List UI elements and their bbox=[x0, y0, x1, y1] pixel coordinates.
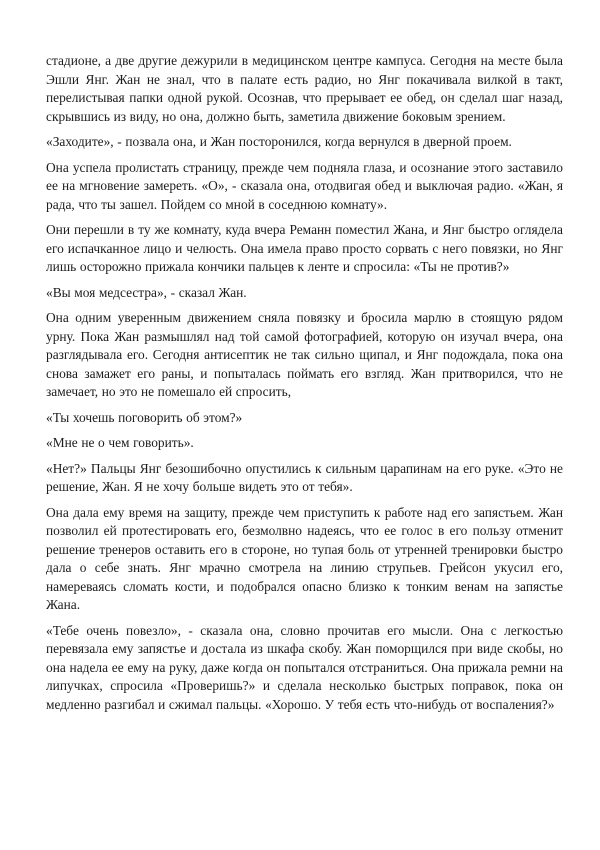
paragraph: «Заходите», - позвала она, и Жан посторонился, когда вернулся в дверной проем. bbox=[46, 134, 512, 149]
paragraph: Они перешли в ту же комнату, куда вчера Реманн поместил Жана, и Янг быстро оглядела его испачканное лицо и челюсть. Она имела право просто сорвать с него повязки, но Янг лишь осторожно прижала кончики пальцев к ленте и спросила: «Ты не против?» bbox=[46, 222, 563, 274]
paragraph: Она одним уверенным движением сняла повязку и бросила марлю в стоящую рядом урну. Пока Жан размышлял над той самой фотографией, которую он изучал вчера, она разглядывала его. Сегодня антисептик не так сильно щипал, и Янг подождала, пока она снова замажет его раны, и попыталась поймать его взгляд. Жан притворился, что не замечает, но это не помешало ей спросить, bbox=[46, 310, 563, 399]
paragraph: Она дала ему время на защиту, прежде чем приступить к работе над его запястьем. Жан позволил ей протестировать его, безмолвно надеясь, что ее голос в его пользу отменит решение тренеров оставить его в стороне, но тупая боль от утренней тренировки быстро дала о себе знать. Янг мрачно смотрела на линию струпьев. Грейсон укусил его, намереваясь сломать кости, и подобрался опасно близко к тонким венам на запястье Жана. bbox=[46, 504, 563, 612]
paragraph: «Нет?» Пальцы Янг безошибочно опустились к сильным царапинам на его руке. «Это не решение, Жан. Я не хочу больше видеть это от тебя». bbox=[46, 460, 563, 494]
paragraph: «Вы моя медсестра», - сказал Жан. bbox=[46, 284, 247, 300]
paragraph: «Мне не о чем говорить». bbox=[46, 435, 194, 450]
paragraph: «Ты хочешь поговорить об этом?» bbox=[46, 409, 243, 425]
paragraph: стадионе, а две другие дежурили в медицинском центре кампуса. Сегодня на месте была Эшли Янг. Жан не знал, что в палате есть радио, но Янг покачивала вилкой в такт, перелистывая папки одной рукой. Осознав, что прерывает ее обед, он сделал шаг назад, скрывшись из виду, но она, должно быть, заметила движение боковым зрением. bbox=[46, 53, 563, 124]
paragraph: «Тебе очень повезло», - сказала она, словно прочитав его мысли. Она с легкостью перевязала ему запястье и достала из шкафа скобу. Жан поморщился при виде скобы, но она надела ее ему на руку, даже когда он попытался отстраниться. Она прижала ремни на липучках, спросила «Проверишь?» и сделала несколько быстрых поправок, пока он медленно разгибал и сжимал пальцы. «Хорошо. У тебя есть что-нибудь от воспаления?» bbox=[46, 622, 563, 712]
paragraph: Она успела пролистать страницу, прежде чем подняла глаза, и осознание этого заставило ее на мгновение замереть. «О», - сказала она, отодвигая обед и выключая радио. «Жан, я рада, что ты зашел. Пойдем со мной в соседнюю комнату». bbox=[46, 159, 563, 212]
